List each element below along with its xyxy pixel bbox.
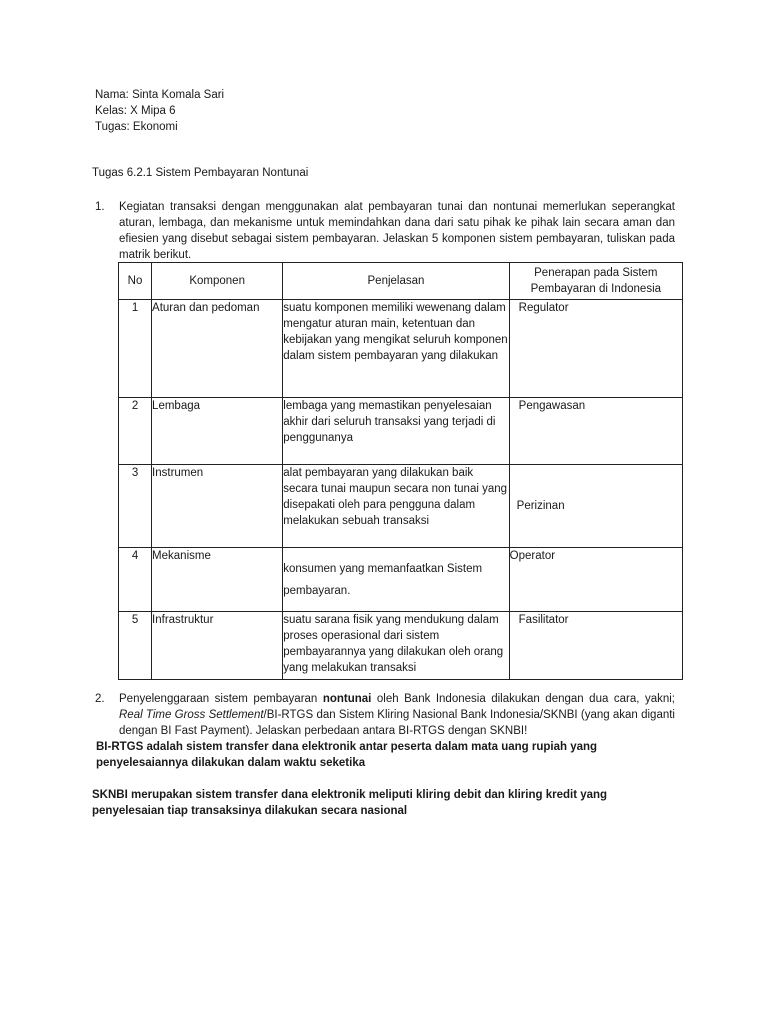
row-no: 4 bbox=[119, 548, 152, 612]
row-komponen: Mekanisme bbox=[152, 548, 283, 612]
header-no: No bbox=[119, 263, 152, 300]
components-table bbox=[118, 262, 683, 680]
row-no: 5 bbox=[119, 612, 152, 680]
row-penerapan: Pengawasan bbox=[509, 398, 682, 465]
question-2-text-part: /BI-RTGS dan Sistem Kliring Nasional Bank Indonesia/SKNBI (yang akan diganti dengan BI Fast Payment). Jelaskan perbedaan antara BI-RTGS dengan SKNBI! bbox=[119, 709, 675, 737]
row-no: 2 bbox=[119, 398, 152, 465]
row-komponen: Lembaga bbox=[152, 398, 283, 465]
row-penjelasan: suatu komponen memiliki wewenang dalam mengatur aturan main, ketentuan dan kebijakan yang mengikat seluruh komponen dalam sistem pembayaran yang dilakukan bbox=[283, 300, 509, 398]
row-penerapan: Fasilitator bbox=[509, 612, 682, 680]
student-name: Nama: Sinta Komala Sari bbox=[95, 89, 225, 101]
row-komponen: Infrastruktur bbox=[152, 612, 283, 680]
table-row bbox=[119, 548, 683, 612]
question-2-italic-term: Real Time Gross Settlement bbox=[119, 709, 264, 721]
row-penerapan: Operator bbox=[509, 548, 682, 612]
header-penjelasan: Penjelasan bbox=[283, 263, 509, 300]
question-2-text-part: Penyelenggaraan sistem pembayaran bbox=[119, 693, 323, 705]
question-2-text bbox=[119, 691, 675, 739]
row-penjelasan: konsumen yang memanfaatkan Sistem pembayaran. bbox=[283, 548, 509, 612]
table-row bbox=[119, 300, 683, 398]
row-penjelasan: suatu sarana fisik yang mendukung dalam proses operasional dari sistem pembayarannya yang dilakukan oleh orang yang melakukan transaksi bbox=[283, 612, 509, 680]
header-komponen: Komponen bbox=[152, 263, 283, 300]
assignment-subject: Tugas: Ekonomi bbox=[95, 121, 178, 133]
table-row bbox=[119, 398, 683, 465]
student-class: Kelas: X Mipa 6 bbox=[95, 105, 176, 117]
row-penerapan: Perizinan bbox=[509, 465, 682, 548]
assignment-title: Tugas 6.2.1 Sistem Pembayaran Nontunai bbox=[92, 167, 309, 179]
row-no: 3 bbox=[119, 465, 152, 548]
row-no: 1 bbox=[119, 300, 152, 398]
answer-sknbi: SKNBI merupakan sistem transfer dana elektronik meliputi kliring debit dan kliring kredit yang penyelesaian tiap transaksinya dilakukan secara nasional bbox=[92, 789, 608, 817]
table-row bbox=[119, 465, 683, 548]
row-penjelasan: lembaga yang memastikan penyelesaian akhir dari seluruh transaksi yang terjadi di penggunanya bbox=[283, 398, 509, 465]
header-penerapan: Penerapan pada Sistem Pembayaran di Indonesia bbox=[509, 263, 682, 300]
row-penjelasan: alat pembayaran yang dilakukan baik secara tunai maupun secara non tunai yang disepakati oleh para pengguna dalam melakukan sebuah transaksi bbox=[283, 465, 509, 548]
row-penerapan: Regulator bbox=[509, 300, 682, 398]
table-row bbox=[119, 612, 683, 680]
question-2-text-part: oleh Bank Indonesia dilakukan dengan dua cara, yakni; bbox=[371, 693, 675, 705]
row-komponen: Instrumen bbox=[152, 465, 283, 548]
question-2-number: 2. bbox=[95, 693, 105, 705]
question-2-emphasis: nontunai bbox=[322, 693, 372, 705]
row-komponen: Aturan dan pedoman bbox=[152, 300, 283, 398]
question-1-text: Kegiatan transaksi dengan menggunakan alat pembayaran tunai dan nontunai memerlukan seperangkat aturan, lembaga, dan mekanisme untuk memindahkan dana dari satu pihak ke pihak lain secara aman dan efiesien yang disebut sebagai sistem pembayaran. Jelaskan 5 komponen sistem pembayaran, tuliskan pada matrik berikut. bbox=[119, 201, 675, 261]
answer-rtgs: BI-RTGS adalah sistem transfer dana elektronik antar peserta dalam mata uang rupiah yang penyelesaiannya dilakukan dalam waktu seketika bbox=[96, 741, 598, 769]
table-header-row bbox=[119, 263, 683, 300]
question-1-number: 1. bbox=[95, 201, 105, 213]
